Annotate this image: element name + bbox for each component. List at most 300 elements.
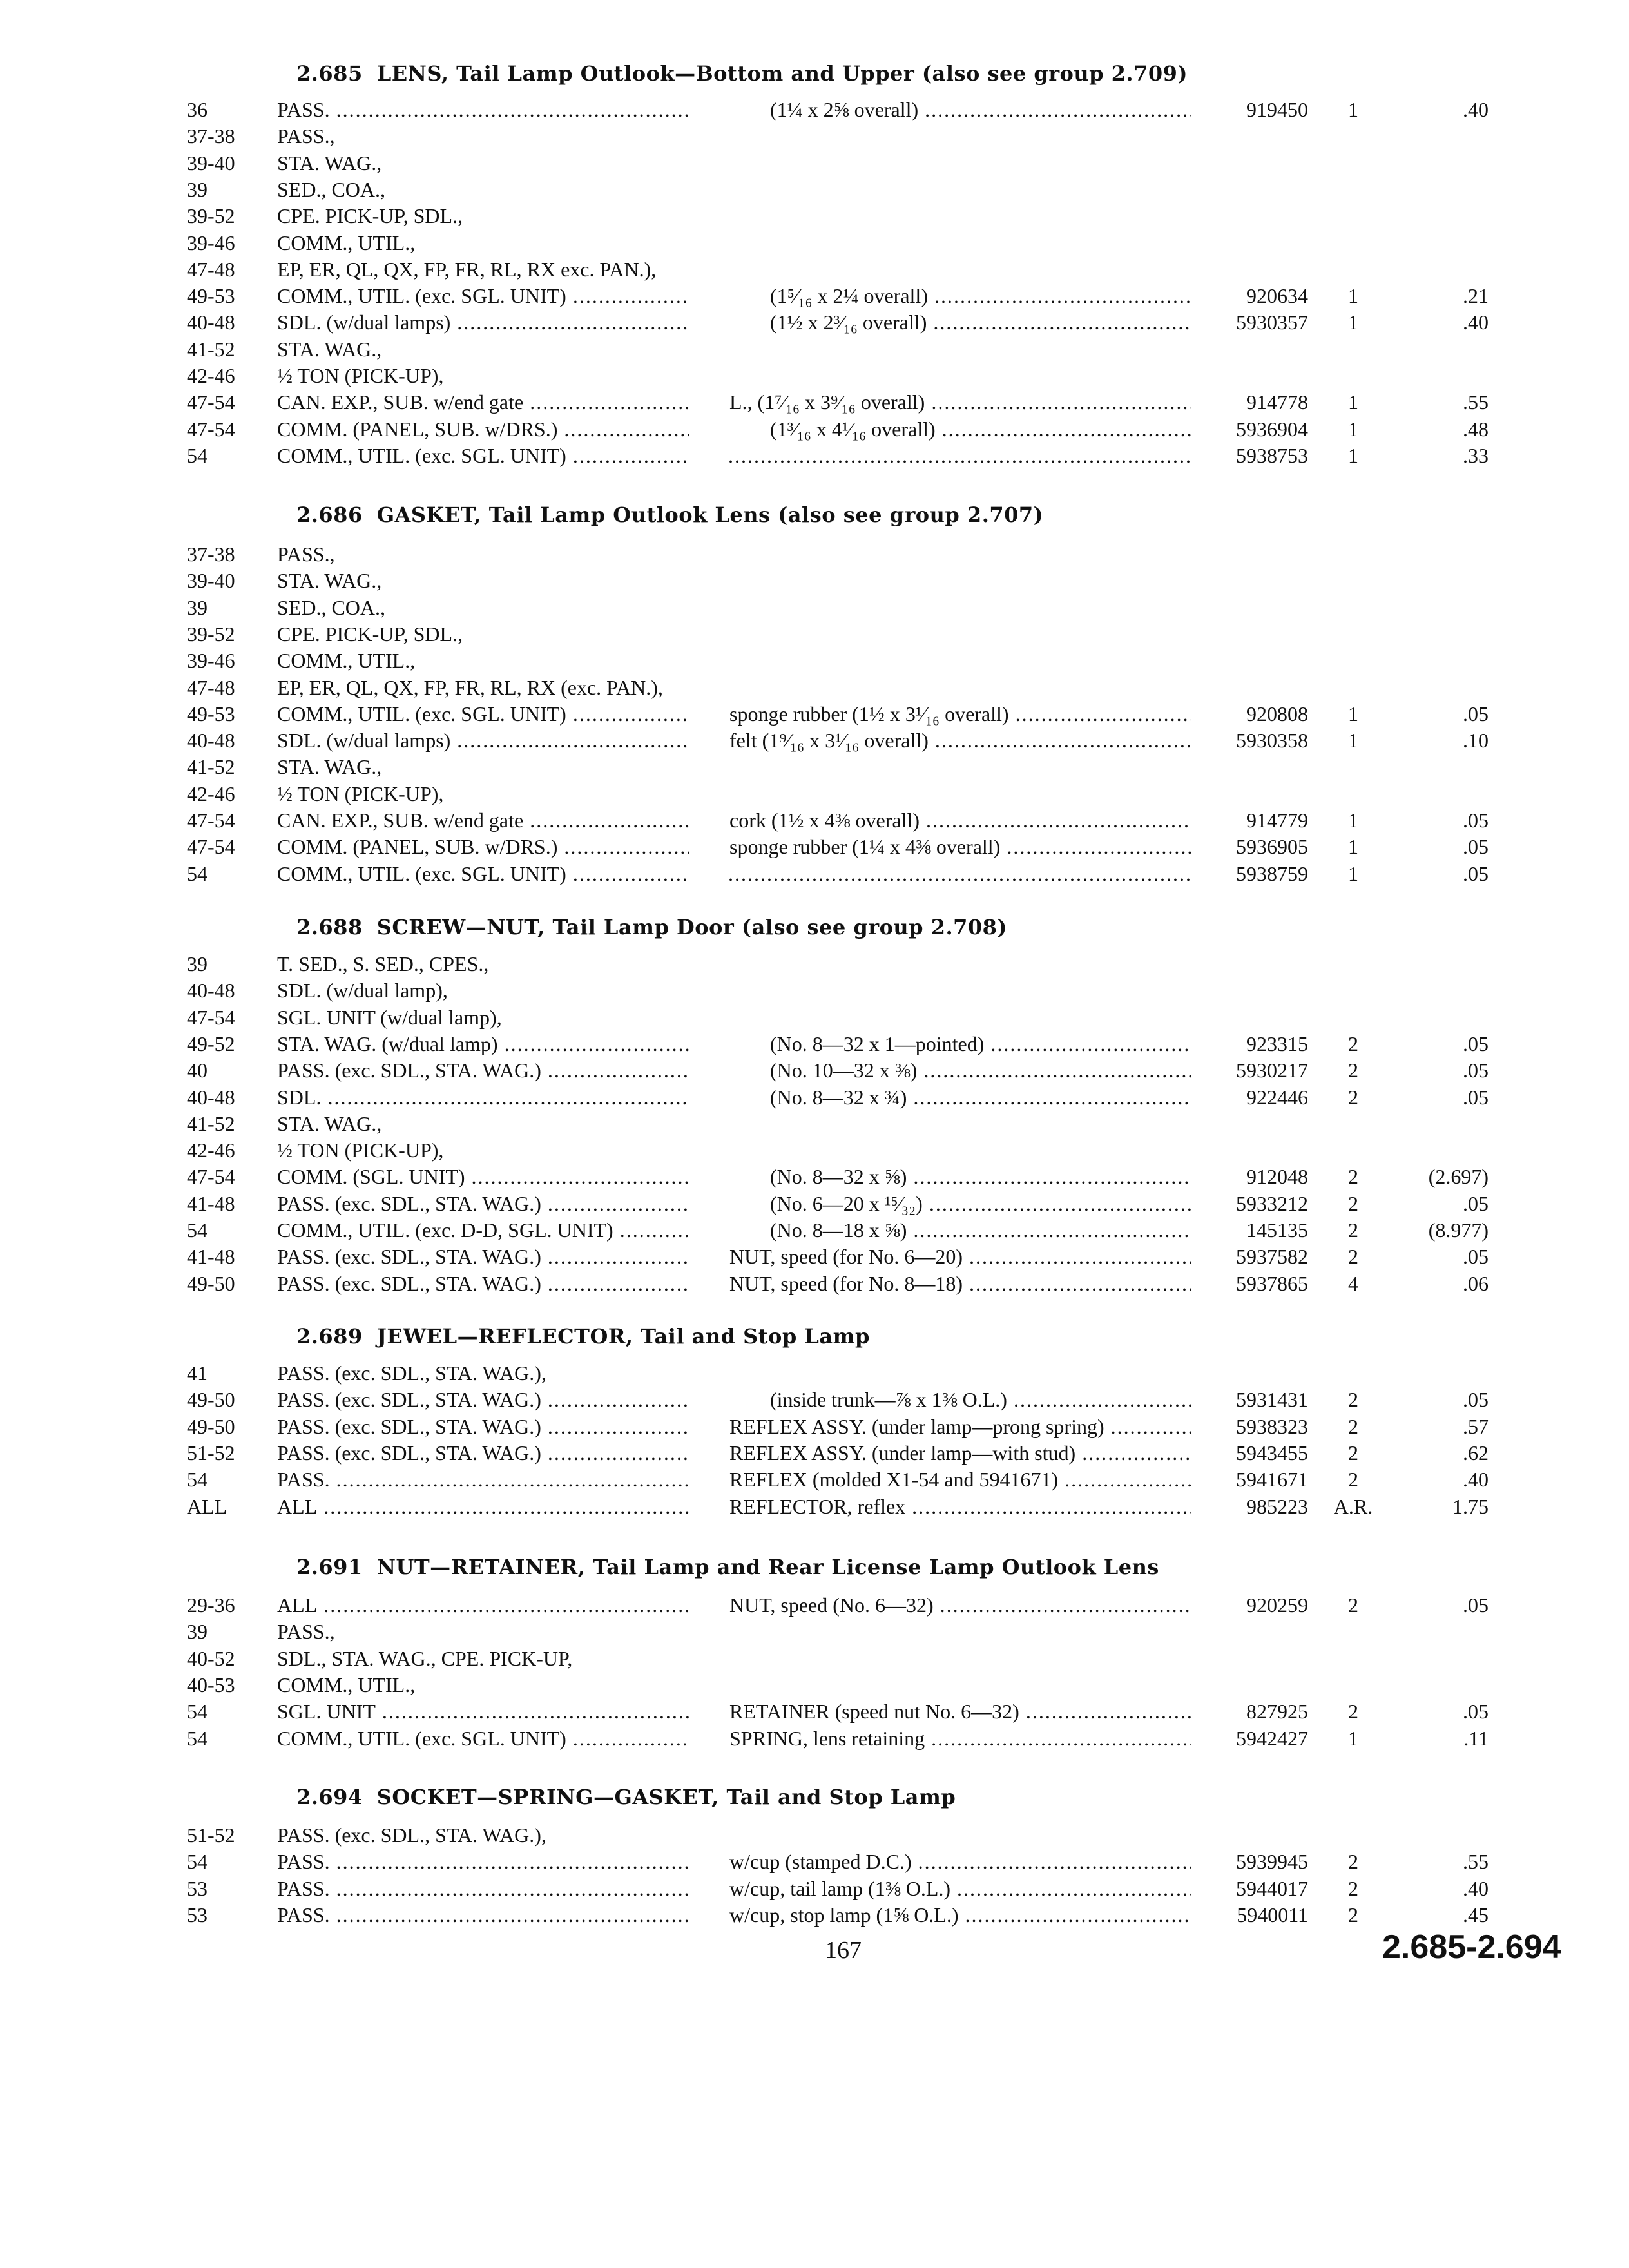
model-application-text: PASS., — [277, 543, 335, 566]
quantity — [1321, 1165, 1385, 1189]
year-range-text: 39 — [187, 952, 207, 975]
part-description-text: REFLECTOR, reflex — [729, 1495, 906, 1518]
year-range — [187, 338, 264, 361]
model-application — [277, 1823, 689, 1847]
part-row — [0, 151, 1629, 178]
quantity — [1321, 311, 1385, 334]
list-price — [1392, 1245, 1489, 1269]
quantity-text: 2 — [1348, 1192, 1358, 1215]
quantity — [1321, 1495, 1385, 1519]
quantity-text: 1 — [1348, 418, 1358, 441]
quantity — [1321, 390, 1385, 414]
year-range — [187, 1593, 264, 1617]
model-application — [277, 1059, 689, 1082]
part-description — [729, 809, 1191, 832]
model-application — [277, 311, 689, 334]
part-row — [0, 1006, 1629, 1032]
list-price-text: .62 — [1463, 1441, 1489, 1465]
year-range-text: 47-54 — [187, 1006, 235, 1029]
year-range — [187, 1700, 264, 1724]
year-range-text: 49-50 — [187, 1272, 235, 1295]
model-application — [277, 1647, 689, 1671]
part-row — [0, 258, 1629, 284]
list-price — [1392, 1165, 1489, 1189]
list-price-text: .33 — [1463, 444, 1489, 467]
part-row — [0, 1112, 1629, 1139]
list-price — [1392, 835, 1489, 859]
year-range — [187, 1495, 264, 1519]
group-heading — [296, 61, 1188, 86]
year-range — [187, 755, 264, 779]
quantity — [1321, 284, 1385, 308]
part-number-text: 5937865 — [1236, 1272, 1308, 1295]
list-price-text: .40 — [1463, 1877, 1489, 1900]
year-range — [187, 1112, 264, 1136]
model-application-text: ALL — [277, 1593, 318, 1617]
part-number-text: 5930357 — [1236, 311, 1308, 334]
quantity-text: 1 — [1348, 98, 1358, 121]
part-description-text: (No. 8—32 x 1—pointed) — [770, 1032, 985, 1055]
group-number: 2.694 — [296, 1785, 363, 1809]
part-number-text: 5933212 — [1236, 1192, 1308, 1215]
year-range — [187, 952, 264, 976]
part-row — [0, 98, 1629, 124]
part-number — [1147, 311, 1308, 334]
list-price-text: .21 — [1463, 284, 1489, 307]
quantity-text: 1 — [1348, 835, 1358, 858]
part-row — [0, 569, 1629, 595]
part-number-text: 145135 — [1246, 1218, 1308, 1242]
year-range-text: 39-40 — [187, 569, 235, 592]
list-price-text: .11 — [1463, 1727, 1489, 1750]
part-description — [770, 284, 1191, 308]
year-range — [187, 676, 264, 700]
year-range-text: 49-53 — [187, 702, 235, 726]
part-description — [729, 1468, 1191, 1492]
model-application — [277, 124, 689, 148]
year-range — [187, 835, 264, 859]
part-description — [729, 1272, 1191, 1296]
part-number-text: 5944017 — [1236, 1877, 1308, 1900]
part-number-text: 914778 — [1246, 390, 1308, 414]
year-range — [187, 258, 264, 282]
part-row — [0, 178, 1629, 204]
part-description — [729, 729, 1191, 753]
model-application — [277, 1192, 689, 1216]
part-number-text: 920634 — [1246, 284, 1308, 307]
part-number — [1147, 390, 1308, 414]
model-application-text: SDL. (w/dual lamps) — [277, 311, 451, 334]
quantity — [1321, 1593, 1385, 1617]
model-application — [277, 1593, 689, 1617]
year-range-text: 39-40 — [187, 151, 235, 175]
year-range — [187, 979, 264, 1003]
model-application — [277, 284, 689, 308]
part-description-text: felt (1⁹⁄₁₆ x 3¹⁄₁₆ overall) — [729, 729, 929, 752]
model-application-text: PASS. — [277, 1850, 330, 1873]
year-range — [187, 1218, 264, 1242]
model-application — [277, 952, 689, 976]
model-application-text: STA. WAG., — [277, 569, 382, 592]
part-row — [0, 444, 1629, 470]
quantity — [1321, 98, 1385, 122]
group-title: NUT—RETAINER, Tail Lamp and Rear License Lamp Outlook Lens — [376, 1555, 1159, 1579]
year-range-text: 47-54 — [187, 809, 235, 832]
year-range — [187, 1441, 264, 1465]
part-description-text: (1⁵⁄₁₆ x 2¼ overall) — [770, 284, 928, 307]
year-range-text: 47-54 — [187, 835, 235, 858]
part-row — [0, 755, 1629, 782]
part-number — [1147, 1415, 1308, 1439]
model-application-text: STA. WAG., — [277, 1112, 382, 1135]
part-number — [1147, 835, 1308, 859]
year-range-text: 40-48 — [187, 979, 235, 1002]
year-range — [187, 1823, 264, 1847]
model-application — [277, 1415, 689, 1439]
group-number: 2.688 — [296, 915, 363, 939]
part-number — [1147, 729, 1308, 753]
list-price-text: 1.75 — [1452, 1495, 1489, 1518]
part-description — [770, 418, 1191, 441]
year-range-text: 41-52 — [187, 1112, 235, 1135]
quantity-text: 2 — [1348, 1165, 1358, 1188]
model-application — [277, 1877, 689, 1901]
model-application-text: PASS., — [277, 124, 335, 148]
part-description-text: RETAINER (speed nut No. 6—32) — [729, 1700, 1019, 1723]
part-row — [0, 1139, 1629, 1165]
model-application-text: ½ TON (PICK-UP), — [277, 782, 444, 805]
year-range — [187, 364, 264, 388]
part-description — [729, 1727, 1191, 1751]
model-application — [277, 98, 689, 122]
year-range-text: 54 — [187, 862, 207, 885]
part-number — [1147, 1727, 1308, 1751]
year-range-text: 49-52 — [187, 1032, 235, 1055]
quantity-text: 1 — [1348, 809, 1358, 832]
model-application — [277, 676, 689, 700]
model-application-text: PASS. (exc. SDL., STA. WAG.) — [277, 1415, 541, 1438]
model-application — [277, 1700, 689, 1724]
part-number-text: 5936905 — [1236, 835, 1308, 858]
quantity — [1321, 1468, 1385, 1492]
model-application-text: PASS. — [277, 98, 330, 121]
year-range — [187, 1647, 264, 1671]
model-application-text: COMM. (PANEL, SUB. w/DRS.) — [277, 835, 558, 858]
part-number — [1147, 1877, 1308, 1901]
list-price — [1392, 418, 1489, 441]
model-application — [277, 596, 689, 620]
model-application-text: ½ TON (PICK-UP), — [277, 1139, 444, 1162]
year-range-text: 47-54 — [187, 390, 235, 414]
model-application — [277, 390, 689, 414]
year-range — [187, 1673, 264, 1697]
year-range-text: ALL — [187, 1495, 227, 1518]
model-application-text: STA. WAG. (w/dual lamp) — [277, 1032, 498, 1055]
part-row — [0, 1495, 1629, 1521]
part-row — [0, 809, 1629, 835]
model-application-text: SED., COA., — [277, 178, 386, 201]
part-description — [770, 1165, 1191, 1189]
list-price — [1392, 1086, 1489, 1110]
quantity-text: 1 — [1348, 390, 1358, 414]
part-description — [729, 702, 1191, 726]
part-number-text: 5943455 — [1236, 1441, 1308, 1465]
list-price-text: .05 — [1463, 1192, 1489, 1215]
model-application-text: PASS. (exc. SDL., STA. WAG.) — [277, 1192, 541, 1215]
model-application-text: SGL. UNIT — [277, 1700, 376, 1723]
part-number — [1147, 1388, 1308, 1412]
quantity — [1321, 1877, 1385, 1901]
list-price — [1392, 444, 1489, 468]
model-application-text: ½ TON (PICK-UP), — [277, 364, 444, 387]
year-range — [187, 809, 264, 832]
year-range-text: 41-52 — [187, 755, 235, 778]
year-range — [187, 1006, 264, 1030]
model-application — [277, 729, 689, 753]
model-application — [277, 1032, 689, 1056]
part-description — [729, 1850, 1191, 1874]
group-title: LENS, Tail Lamp Outlook—Bottom and Upper (also see group 2.709) — [376, 61, 1188, 86]
list-price-text: .05 — [1463, 835, 1489, 858]
year-range — [187, 311, 264, 334]
year-range — [187, 1850, 264, 1874]
list-price-text: .57 — [1463, 1415, 1489, 1438]
list-price — [1392, 1388, 1489, 1412]
part-description-text: w/cup, tail lamp (1⅜ O.L.) — [729, 1877, 951, 1900]
page-number: 167 — [825, 1937, 862, 1964]
quantity — [1321, 1441, 1385, 1465]
part-number — [1147, 862, 1308, 886]
part-description-text: w/cup, stop lamp (1⅝ O.L.) — [729, 1903, 959, 1927]
list-price — [1392, 284, 1489, 308]
quantity-text: 2 — [1348, 1218, 1358, 1242]
part-row — [0, 543, 1629, 569]
list-price — [1392, 1495, 1489, 1519]
model-application — [277, 1361, 689, 1385]
model-application — [277, 702, 689, 726]
model-application — [277, 204, 689, 228]
part-row — [0, 1245, 1629, 1271]
list-price-text: .45 — [1463, 1903, 1489, 1927]
model-application — [277, 1006, 689, 1030]
model-application-text: PASS. (exc. SDL., STA. WAG.), — [277, 1361, 546, 1385]
part-description-text: L., (1⁷⁄₁₆ x 3⁹⁄₁₆ overall) — [729, 390, 925, 414]
group-number: 2.686 — [296, 503, 363, 527]
list-price-text: .05 — [1463, 862, 1489, 885]
year-range-text: 41-48 — [187, 1245, 235, 1268]
part-row — [0, 1086, 1629, 1112]
part-row — [0, 1620, 1629, 1646]
year-range — [187, 622, 264, 646]
part-row — [0, 1272, 1629, 1298]
model-application — [277, 569, 689, 593]
part-description-text: REFLEX ASSY. (under lamp—prong spring) — [729, 1415, 1104, 1438]
part-number-text: 5942427 — [1236, 1727, 1308, 1750]
year-range — [187, 1903, 264, 1927]
part-row — [0, 1441, 1629, 1468]
model-application — [277, 258, 689, 282]
part-description-text: REFLEX ASSY. (under lamp—with stud) — [729, 1441, 1076, 1465]
list-price — [1392, 311, 1489, 334]
quantity-text: 1 — [1348, 311, 1358, 334]
year-range-text: 54 — [187, 1468, 207, 1491]
quantity-text: 2 — [1348, 1468, 1358, 1491]
part-number — [1147, 1218, 1308, 1242]
quantity — [1321, 444, 1385, 468]
model-application-text: STA. WAG., — [277, 151, 382, 175]
part-description — [729, 390, 1191, 414]
model-application-text: SGL. UNIT (w/dual lamp), — [277, 1006, 502, 1029]
quantity — [1321, 1032, 1385, 1056]
group-number: 2.689 — [296, 1324, 363, 1349]
year-range-text: 42-46 — [187, 364, 235, 387]
list-price — [1392, 702, 1489, 726]
list-price — [1392, 809, 1489, 832]
list-price — [1392, 729, 1489, 753]
model-application-text: PASS., — [277, 1620, 335, 1643]
group-title: SOCKET—SPRING—GASKET, Tail and Stop Lamp — [376, 1785, 956, 1809]
list-price-text: .05 — [1463, 1086, 1489, 1109]
part-description — [728, 862, 1191, 886]
list-price — [1392, 862, 1489, 886]
part-number — [1147, 444, 1308, 468]
quantity-text: 1 — [1348, 1727, 1358, 1750]
model-application-text: COMM., UTIL., — [277, 649, 416, 672]
year-range — [187, 124, 264, 148]
quantity-text: 2 — [1348, 1700, 1358, 1723]
model-application — [277, 1495, 689, 1519]
part-row — [0, 596, 1629, 622]
list-price — [1392, 1415, 1489, 1439]
part-number-text: 920808 — [1246, 702, 1308, 726]
year-range — [187, 1468, 264, 1492]
quantity-text: 2 — [1348, 1441, 1358, 1465]
model-application-text: COMM., UTIL. (exc. SGL. UNIT) — [277, 444, 566, 467]
list-price-text: .40 — [1463, 311, 1489, 334]
model-application-text: CAN. EXP., SUB. w/end gate — [277, 390, 524, 414]
year-range-text: 54 — [187, 1700, 207, 1723]
model-application-text: COMM., UTIL., — [277, 231, 416, 255]
quantity — [1321, 418, 1385, 441]
model-application — [277, 1272, 689, 1296]
list-price-text: .48 — [1463, 418, 1489, 441]
year-range-text: 54 — [187, 1727, 207, 1750]
year-range-text: 41 — [187, 1361, 207, 1385]
year-range — [187, 444, 264, 468]
part-row — [0, 1388, 1629, 1414]
part-number-text: 5938753 — [1236, 444, 1308, 467]
part-number-text: 985223 — [1246, 1495, 1308, 1518]
model-application — [277, 364, 689, 388]
quantity-text: 1 — [1348, 862, 1358, 885]
year-range — [187, 390, 264, 414]
list-price — [1392, 1218, 1489, 1242]
part-number-text: 5940011 — [1237, 1903, 1308, 1927]
quantity — [1321, 1415, 1385, 1439]
quantity — [1321, 1272, 1385, 1296]
list-price-text: .05 — [1463, 1388, 1489, 1411]
model-application-text: COMM., UTIL. (exc. SGL. UNIT) — [277, 284, 566, 307]
part-description — [770, 1059, 1191, 1082]
part-description-text: NUT, speed (for No. 8—18) — [729, 1272, 963, 1295]
part-row — [0, 835, 1629, 861]
model-application — [277, 418, 689, 441]
part-row — [0, 952, 1629, 979]
part-row — [0, 1165, 1629, 1191]
model-application — [277, 1245, 689, 1269]
year-range-text: 53 — [187, 1903, 207, 1927]
year-range-text: 40-48 — [187, 729, 235, 752]
model-application — [277, 835, 689, 859]
part-description-text: cork (1½ x 4⅜ overall) — [729, 809, 920, 832]
model-application-text: EP, ER, QL, QX, FP, FR, RL, RX (exc. PAN.), — [277, 676, 663, 699]
part-number — [1147, 98, 1308, 122]
model-application-text: CAN. EXP., SUB. w/end gate — [277, 809, 524, 832]
part-description-text: (inside trunk—⅞ x 1⅜ O.L.) — [770, 1388, 1007, 1411]
quantity-text: 2 — [1348, 1059, 1358, 1082]
part-row — [0, 284, 1629, 311]
model-application-text: COMM., UTIL. (exc. SGL. UNIT) — [277, 702, 566, 726]
model-application — [277, 1139, 689, 1162]
year-range-text: 51-52 — [187, 1441, 235, 1465]
part-row — [0, 729, 1629, 755]
part-number — [1147, 1059, 1308, 1082]
part-number — [1147, 1245, 1308, 1269]
group-range: 2.685-2.694 — [1382, 1928, 1561, 1966]
quantity-text: 1 — [1348, 702, 1358, 726]
model-application — [277, 151, 689, 175]
quantity-text: 2 — [1348, 1593, 1358, 1617]
part-number — [1147, 1441, 1308, 1465]
part-row — [0, 204, 1629, 231]
part-number — [1147, 1903, 1308, 1927]
part-description-text: (No. 8—32 x ⅝) — [770, 1165, 907, 1188]
year-range — [187, 151, 264, 175]
year-range-text: 47-48 — [187, 258, 235, 281]
model-application — [277, 231, 689, 255]
model-application — [277, 444, 689, 468]
part-number-text: 5930358 — [1236, 729, 1308, 752]
part-number-text: 827925 — [1246, 1700, 1308, 1723]
model-application — [277, 1850, 689, 1874]
part-number — [1147, 1272, 1308, 1296]
part-description-text: (1³⁄₁₆ x 4¹⁄₁₆ overall) — [770, 418, 936, 441]
model-application-text: SED., COA., — [277, 596, 386, 619]
part-description — [729, 1495, 1191, 1519]
part-description-text: (No. 8—32 x ¾) — [770, 1086, 907, 1109]
year-range — [187, 569, 264, 593]
part-number-text: 5941671 — [1236, 1468, 1308, 1491]
year-range-text: 51-52 — [187, 1823, 235, 1847]
part-number — [1147, 1086, 1308, 1110]
year-range-text: 49-53 — [187, 284, 235, 307]
year-range-text: 53 — [187, 1877, 207, 1900]
year-range — [187, 702, 264, 726]
year-range-text: 47-54 — [187, 1165, 235, 1188]
group-title: GASKET, Tail Lamp Outlook Lens (also see group 2.707) — [376, 503, 1044, 527]
year-range — [187, 1727, 264, 1751]
model-application-text: STA. WAG., — [277, 338, 382, 361]
list-price — [1392, 1903, 1489, 1927]
part-number — [1147, 1032, 1308, 1056]
model-application — [277, 782, 689, 806]
part-description — [729, 1415, 1191, 1439]
model-application — [277, 1673, 689, 1697]
year-range-text: 37-38 — [187, 543, 235, 566]
year-range-text: 41-48 — [187, 1192, 235, 1215]
group-number: 2.691 — [296, 1555, 363, 1579]
year-range-text: 39 — [187, 178, 207, 201]
